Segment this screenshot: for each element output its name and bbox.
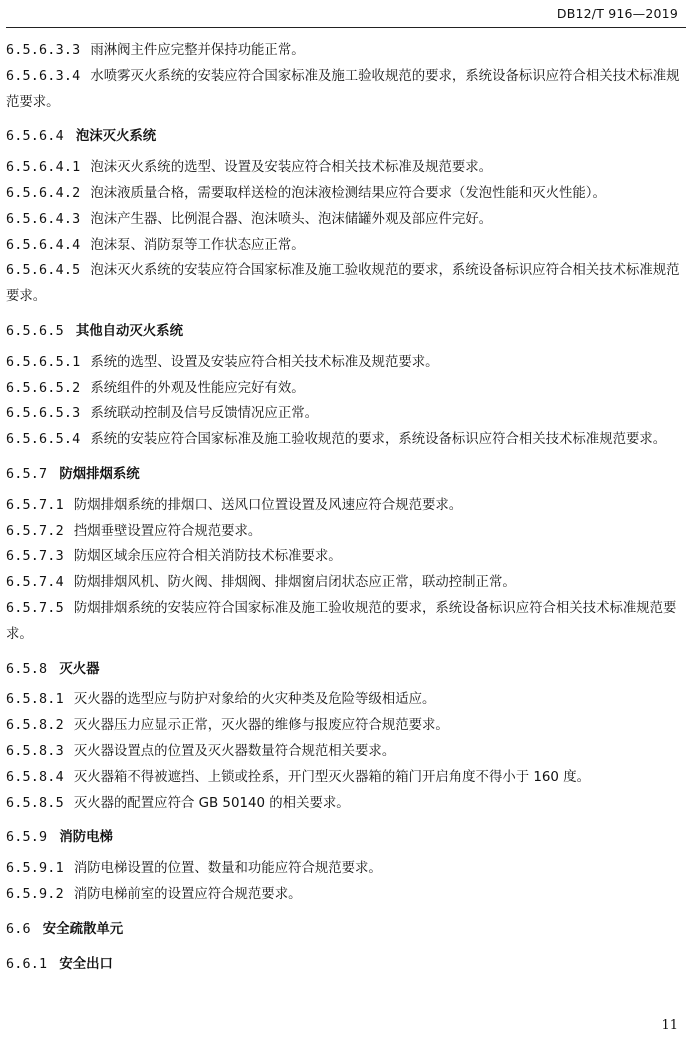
clause-number: 6.5.6.3.3 [6,43,81,58]
clause-number: 6.5.7.4 [6,575,64,591]
clause-text: 消防电梯设置的位置、数量和功能应符合规范要求。 [73,861,382,877]
clause-text: 防烟区域余压应符合相关消防技术标准要求。 [73,549,342,565]
clause-number: 6.5.7.3 [6,549,64,565]
clause-text: 灭火器的配置应符合 GB 50140 的相关要求。 [73,795,350,811]
clause-item [6,233,688,259]
clause-item [6,427,688,453]
page-number: 11 [661,1018,678,1033]
clause-text: 灭火器压力应显示正常，灭火器的维修与报废应符合规范要求。 [73,718,449,734]
clause-number: 6.5.8.5 [6,795,64,811]
header-divider [6,27,686,28]
clause-number: 6.5.7 [6,466,48,482]
clause-number: 6.5.6.5.3 [6,406,81,422]
clause-text: 系统的安装应符合国家标准及施工验收规范的要求，系统设备标识应符合相关技术标准规范要求。 [90,432,667,448]
section-title: 安全出口 [59,956,113,972]
clause-item [6,791,688,817]
section-heading [6,917,688,943]
clause-item [6,376,688,402]
section-heading [6,462,688,488]
clause-item [6,38,688,64]
section-heading [6,952,688,978]
clause-item [6,856,688,882]
clause-text: 灭火器的选型应与防护对象给的火灾种类及危险等级相适应。 [73,692,436,708]
clause-number: 6.5.8.1 [6,692,64,708]
document-body [6,38,688,982]
clause-text: 泡沫灭火系统的选型、设置及安装应符合相关技术标准及规范要求。 [90,160,493,176]
clause-number: 6.5.7.2 [6,523,64,539]
clause-text: 系统组件的外观及性能应完好有效。 [90,380,305,396]
clause-number: 6.5.8 [6,661,48,677]
clause-item [6,544,688,570]
clause-number: 6.5.9.2 [6,886,64,902]
clause-number: 6.6 [6,921,31,937]
clause-text: 消防电梯前室的设置应符合规范要求。 [73,886,302,902]
clause-item [6,181,688,207]
clause-number: 6.5.8.2 [6,718,64,734]
clause-text: 雨淋阀主件应完整并保持功能正常。 [90,43,305,58]
clause-text: 防烟排烟系统的排烟口、送风口位置设置及风速应符合规范要求。 [73,497,463,513]
clause-text: 水喷雾灭火系统的安装应符合国家标准及施工验收规范的要求，系统设备标识应符合相关技术标准规范要求。 [6,68,680,110]
clause-item [6,493,688,519]
section-title: 防烟排烟系统 [59,466,140,482]
clause-number: 6.5.6.5.1 [6,354,81,370]
clause-item [6,765,688,791]
clause-text: 泡沫灭火系统的安装应符合国家标准及施工验收规范的要求，系统设备标识应符合相关技术标准规范要求。 [6,263,680,305]
clause-text: 系统的选型、设置及安装应符合相关技术标准及规范要求。 [90,354,439,370]
section-title: 灭火器 [59,661,100,677]
clause-number: 6.5.6.4.1 [6,160,81,176]
clause-number: 6.5.8.3 [6,743,64,759]
clause-item [6,519,688,545]
section-heading [6,124,688,150]
clause-number: 6.5.6.5.4 [6,432,81,448]
clause-item [6,207,688,233]
clause-number: 6.5.9 [6,830,48,846]
clause-text: 灭火器设置点的位置及灭火器数量符合规范相关要求。 [73,743,396,759]
section-title: 泡沫灭火系统 [75,129,157,145]
clause-number: 6.5.6.4.5 [6,263,81,279]
clause-number: 6.5.7.1 [6,497,64,513]
clause-item [6,596,688,648]
document-code: DB12/T 916—2019 [556,6,678,21]
clause-number: 6.5.6.5.2 [6,380,81,396]
clause-item [6,64,688,116]
clause-item [6,258,688,310]
clause-number: 6.5.9.1 [6,861,64,877]
clause-text: 泡沫泵、消防泵等工作状态应正常。 [90,237,305,253]
clause-item [6,882,688,908]
clause-number: 6.5.6.4 [6,129,64,145]
section-heading [6,319,688,345]
clause-number: 6.5.6.4.3 [6,211,81,227]
clause-number: 6.5.8.4 [6,769,64,785]
clause-text: 防烟排烟风机、防火阀、排烟阀、排烟窗启闭状态应正常，联动控制正常。 [73,575,516,591]
clause-number: 6.5.7.5 [6,600,64,616]
clause-item [6,687,688,713]
clause-item [6,350,688,376]
clause-number: 6.5.6.3.4 [6,68,81,84]
clause-item [6,570,688,596]
clause-text: 系统联动控制及信号反馈情况应正常。 [90,406,318,422]
section-heading [6,657,688,683]
clause-text: 泡沫产生器、比例混合器、泡沫喷头、泡沫储罐外观及部应件完好。 [90,211,493,227]
clause-item [6,713,688,739]
clause-number: 6.5.6.4.4 [6,237,81,253]
clause-item [6,401,688,427]
clause-text: 灭火器箱不得被遮挡、上锁或拴系，开门型灭火器箱的箱门开启角度不得小于 160 度。 [73,769,590,785]
clause-text: 泡沫液质量合格，需要取样送检的泡沫液检测结果应符合要求（发泡性能和灭火性能）。 [90,185,606,201]
section-heading [6,825,688,851]
clause-number: 6.6.1 [6,956,48,972]
section-title: 安全疏散单元 [42,921,124,937]
clause-text: 挡烟垂壁设置应符合规范要求。 [73,523,262,539]
clause-number: 6.5.6.4.2 [6,185,81,201]
clause-number: 6.5.6.5 [6,323,64,339]
clause-item [6,739,688,765]
section-title: 消防电梯 [59,830,113,846]
section-title: 其他自动灭火系统 [75,323,183,339]
clause-text: 防烟排烟系统的安装应符合国家标准及施工验收规范的要求，系统设备标识应符合相关技术标准规范要求。 [6,600,677,642]
clause-item [6,155,688,181]
